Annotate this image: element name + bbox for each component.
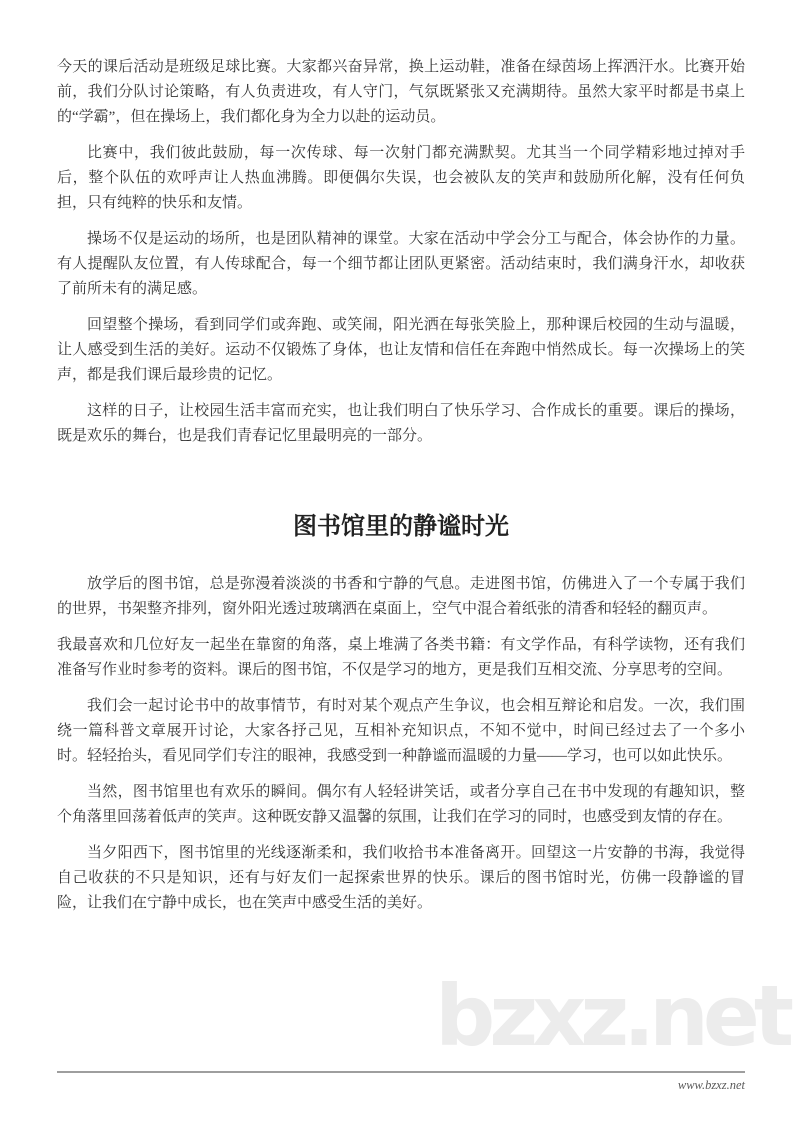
paragraph: 比赛中，我们彼此鼓励，每一次传球、每一次射门都充满默契。尤其当一个同学精彩地过掉对手后，整个队伍的欢呼声让人热血沸腾。即便偶尔失误，也会被队友的笑声和鼓励所化解，没有任何负担，只有纯粹的快乐和友情。 <box>57 145 745 211</box>
paragraph: 这样的日子，让校园生活丰富而充实，也让我们明白了快乐学习、合作成长的重要。课后的操场，既是欢乐的舞台，也是我们青春记忆里最明亮的一部分。 <box>57 403 745 444</box>
paragraph: 操场不仅是运动的场所，也是团队精神的课堂。大家在活动中学会分工与配合，体会协作的力量。有人提醒队友位置，有人传球配合，每一个细节都让团队更紧密。活动结束时，我们满身汗水，却收获了前所未有的满足感。 <box>57 231 745 297</box>
footer-site-url: www.bzxz.net <box>677 1078 745 1092</box>
essay-title: 图书馆里的静谧时光 <box>293 514 509 540</box>
paragraph: 我最喜欢和几位好友一起坐在靠窗的角落，桌上堆满了各类书籍：有文学作品，有科学读物，还有我们准备写作业时参考的资料。课后的图书馆，不仅是学习的地方，更是我们互相交流、分享思考的空间。 <box>57 637 745 678</box>
paragraph: 今天的课后活动是班级足球比赛。大家都兴奋异常，换上运动鞋，准备在绿茵场上挥洒汗水。比赛开始前，我们分队讨论策略，有人负责进攻，有人守门，气氛既紧张又充满期待。虽然大家平时都是书桌上的“学霸”，但在操场上，我们都化身为全力以赴的运动员。 <box>57 59 745 125</box>
paragraph: 我们会一起讨论书中的故事情节，有时对某个观点产生争议，也会相互辩论和启发。一次，我们围绕一篇科普文章展开讨论，大家各抒己见，互相补充知识点，不知不觉中，时间已经过去了一个多小时。轻轻抬头，看见同学们专注的眼神，我感受到一种静谧而温暖的力量——学习，也可以如此快乐。 <box>57 698 745 764</box>
paragraph: 放学后的图书馆，总是弥漫着淡淡的书香和宁静的气息。走进图书馆，仿佛进入了一个专属于我们的世界，书架整齐排列，窗外阳光透过玻璃洒在桌面上，空气中混合着纸张的清香和轻轻的翻页声。 <box>57 576 745 617</box>
paragraph: 当夕阳西下，图书馆里的光线逐渐柔和，我们收拾书本准备离开。回望这一片安静的书海，我觉得自己收获的不只是知识，还有与好友们一起探索世界的快乐。课后的图书馆时光，仿佛一段静谧的冒险，让我们在宁静中成长，也在笑声中感受生活的美好。 <box>57 845 745 911</box>
site-watermark: bzxz.net <box>435 967 788 1065</box>
document-content <box>57 0 745 927</box>
paragraph: 回望整个操场，看到同学们或奔跑、或笑闹，阳光洒在每张笑脸上，那种课后校园的生动与温暖，让人感受到生活的美好。运动不仅锻炼了身体，也让友情和信任在奔跑中悄然成长。每一次操场上的笑声，都是我们课后最珍贵的记忆。 <box>57 317 745 383</box>
footer-divider <box>57 1071 745 1073</box>
paragraph: 当然，图书馆里也有欢乐的瞬间。偶尔有人轻轻讲笑话，或者分享自己在书中发现的有趣知识，整个角落里回荡着低声的笑声。这种既安静又温馨的氛围，让我们在学习的同时，也感受到友情的存在。 <box>57 784 745 825</box>
